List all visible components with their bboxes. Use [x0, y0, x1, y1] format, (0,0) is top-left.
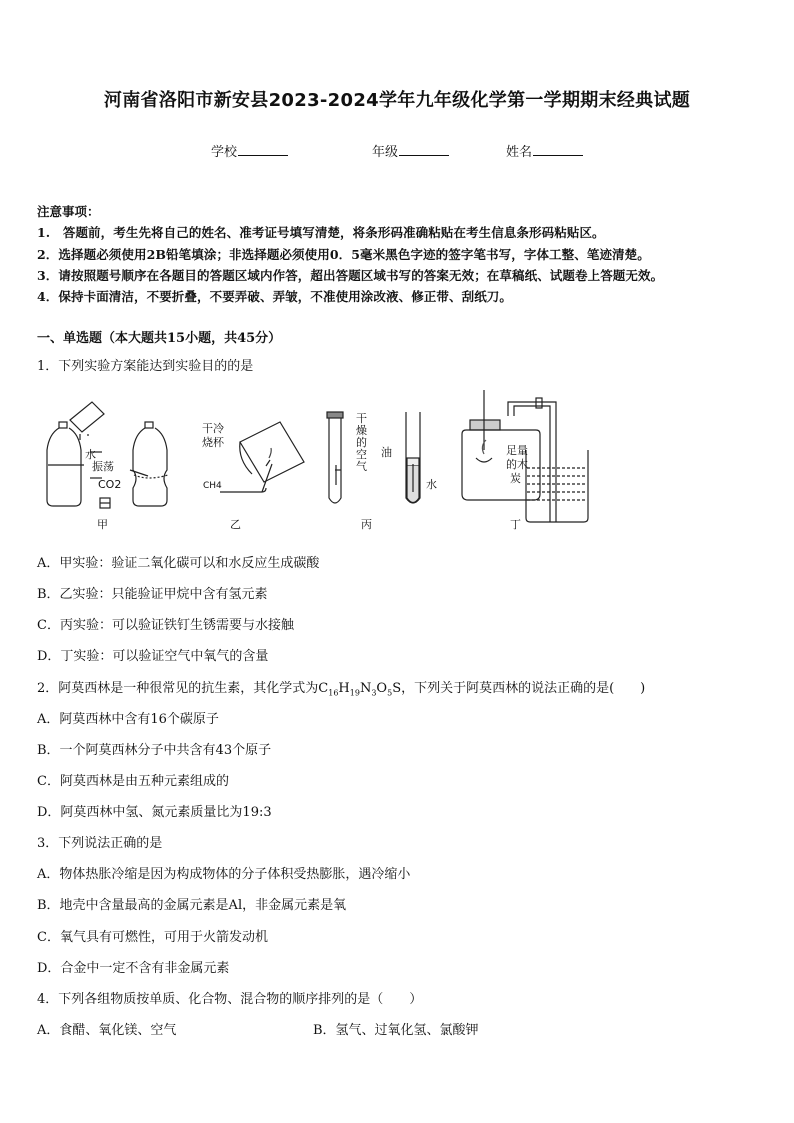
- question-1-stem: 1．下列实验方案能达到实验目的的是: [37, 359, 254, 374]
- school-blank[interactable]: [238, 143, 288, 156]
- label-shake: 振荡: [92, 460, 114, 473]
- apparatus-jia-icon: [47, 402, 168, 508]
- apparatus-bing-icon: [327, 412, 420, 503]
- name-field: [506, 141, 583, 160]
- label-ch4: CH4: [203, 481, 222, 491]
- q2-option-d[interactable]: D．阿莫西林中氢、氮元素质量比为19:3: [37, 805, 272, 820]
- q2-formula: [318, 681, 401, 696]
- label-bing: 丙: [361, 518, 372, 531]
- apparatus-yi-icon: [220, 422, 304, 492]
- grade-label: 年级: [372, 145, 399, 160]
- label-carbon-3: 炭: [510, 472, 521, 485]
- q3-option-b[interactable]: B．地壳中含量最高的金属元素是Al，非金属元素是氧: [37, 898, 347, 913]
- formula-subscript: 19: [349, 688, 360, 698]
- q3-option-c[interactable]: C．氧气具有可燃性，可用于火箭发动机: [37, 930, 268, 945]
- q1-option-a[interactable]: A．甲实验：验证二氧化碳可以和水反应生成碳酸: [37, 556, 320, 571]
- formula-element: S: [392, 681, 402, 696]
- notice-item-1: 1. 答题前，考生先将自己的姓名、准考证号填写清楚，将条形码准确粘贴在考生信息条形码粘贴区。: [37, 225, 605, 240]
- formula-subscript: 3: [371, 688, 377, 698]
- formula-element: O: [376, 681, 388, 696]
- formula-subscript: 5: [387, 688, 393, 698]
- q3-option-a[interactable]: A．物体热胀冷缩是因为构成物体的分子体积受热膨胀，遇冷缩小: [37, 867, 411, 882]
- q2-stem-post: ，下列关于阿莫西林的说法正确的是( ): [401, 681, 646, 696]
- q1-option-d[interactable]: D．丁实验：可以验证空气中氧气的含量: [37, 649, 269, 664]
- label-yi: 乙: [230, 518, 241, 531]
- q2-option-a[interactable]: A．阿莫西林中含有16个碳原子: [37, 712, 219, 727]
- q4-option-a[interactable]: A．食醋、氧化镁、空气: [37, 1023, 177, 1038]
- label-co2: CO2: [98, 478, 122, 491]
- q4-option-b[interactable]: B．氢气、过氧化氢、氯酸钾: [313, 1023, 479, 1038]
- q2-option-c[interactable]: C．阿莫西林是由五种元素组成的: [37, 774, 229, 789]
- formula-element: N: [359, 681, 372, 696]
- q1-option-c[interactable]: C．丙实验：可以验证铁钉生锈需要与水接触: [37, 618, 294, 633]
- formula-subscript: 16: [328, 688, 339, 698]
- label-water2: 水: [426, 478, 437, 491]
- label-beaker: 烧杯: [202, 436, 224, 449]
- notice-item-2: 2．选择题必须使用2B铅笔填涂；非选择题必须使用0．5毫米黑色字迹的签字笔书写，字体工整、笔迹清楚。: [37, 247, 650, 262]
- q2-stem-pre: 2．阿莫西林是一种很常见的抗生素，其化学式为: [37, 681, 319, 696]
- grade-field: [372, 141, 449, 160]
- label-dry: 干冷: [202, 422, 224, 435]
- formula-element: H: [338, 681, 350, 696]
- notice-item-3: 3．请按照题号顺序在各题目的答题区域内作答，超出答题区域书写的答案无效；在草稿纸、试题卷上答题无效。: [37, 268, 664, 283]
- label-water: 水: [85, 448, 96, 461]
- label-ding: 丁: [510, 518, 521, 531]
- question-3-stem: 3．下列说法正确的是: [37, 836, 163, 851]
- q2-option-b[interactable]: B．一个阿莫西林分子中共含有43个原子: [37, 743, 272, 758]
- notice-item-4: 4．保持卡面清洁，不要折叠，不要弄破、弄皱，不准使用涂改液、修正带、刮纸刀。: [37, 289, 512, 304]
- question-2-stem: [37, 677, 645, 698]
- notice-heading: 注意事项：: [37, 204, 100, 219]
- label-jia: 甲: [97, 518, 108, 531]
- svg-text:干燥的空气: 干燥的空气: [356, 412, 367, 473]
- page-title: 河南省洛阳市新安县2023-2024学年九年级化学第一学期期末经典试题: [103, 90, 691, 111]
- label-dry-air: [356, 412, 367, 473]
- name-label: 姓名: [506, 145, 533, 160]
- section-title: 一、单选题（本大题共15小题，共45分）: [37, 331, 282, 346]
- q1-option-b[interactable]: B．乙实验：只能验证甲烷中含有氢元素: [37, 587, 268, 602]
- grade-blank[interactable]: [399, 143, 449, 156]
- label-carbon-2: 的木: [506, 458, 528, 471]
- experiment-figure: [30, 380, 590, 540]
- school-label: 学校: [211, 145, 238, 160]
- formula-element: C: [318, 681, 329, 696]
- q3-option-d[interactable]: D．合金中一定不含有非金属元素: [37, 961, 230, 976]
- name-blank[interactable]: [533, 143, 583, 156]
- label-oil: 油: [381, 446, 392, 459]
- label-carbon-1: 足量: [506, 444, 528, 457]
- question-4-stem: 4．下列各组物质按单质、化合物、混合物的顺序排列的是（ ）: [37, 992, 423, 1007]
- school-field: [211, 141, 288, 160]
